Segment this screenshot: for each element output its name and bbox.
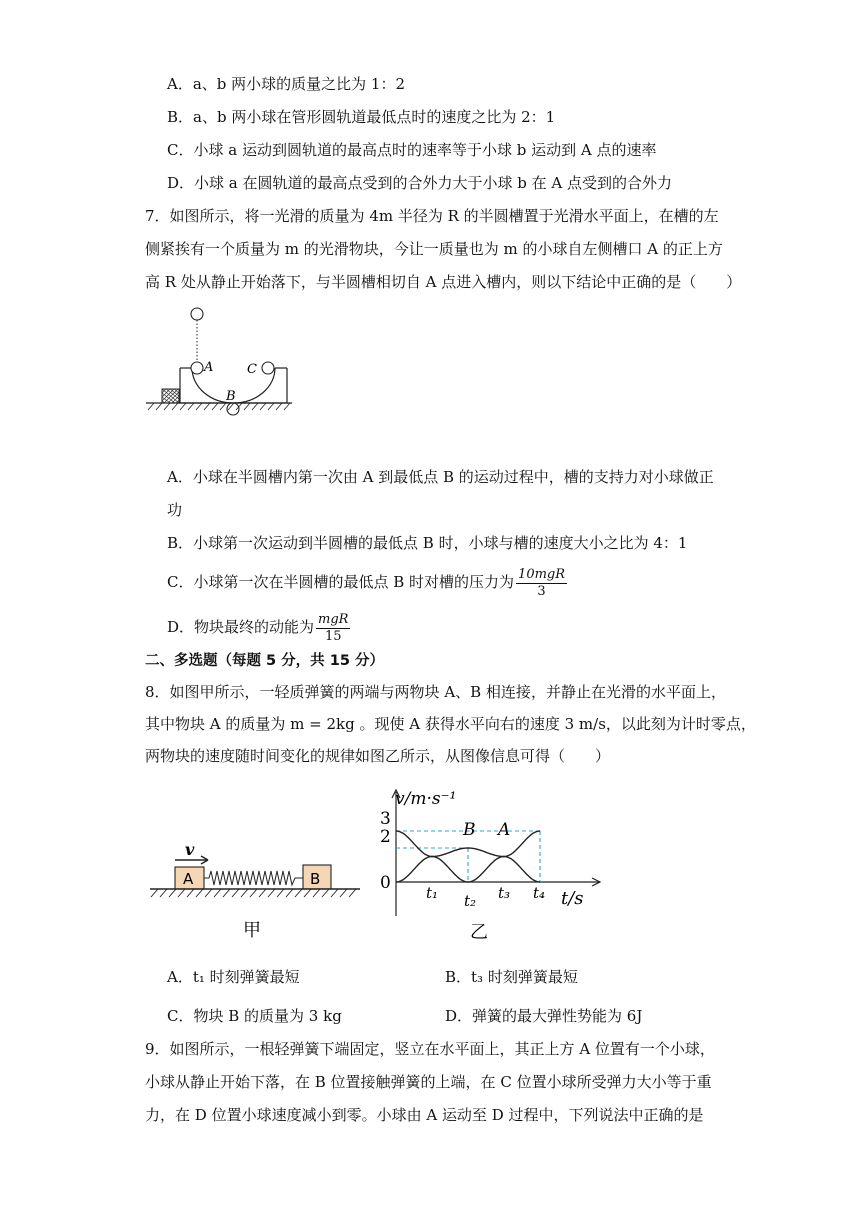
- x-axis-label: t/s: [561, 888, 584, 909]
- q8-figure-velocity-time-graph: [365, 784, 625, 944]
- x-tick-t3: t₃: [498, 884, 511, 902]
- q8-stem-line3: 两物块的速度随时间变化的规律如图乙所示，从图像信息可得（ ）: [145, 747, 611, 765]
- y-tick-0: 0: [380, 873, 391, 893]
- q6-option-d: D．小球 a 在圆轨道的最高点受到的合外力大于小球 b 在 A 点受到的合外力: [167, 174, 673, 192]
- q7-option-c-denominator: 3: [537, 583, 546, 599]
- x-tick-t1: t₁: [426, 884, 439, 902]
- q7-option-c-text: C．小球第一次在半圆槽的最低点 B 时对槽的压力为: [167, 573, 515, 591]
- q7-option-c-fraction: [516, 567, 567, 600]
- q7-label-c: C: [247, 362, 257, 377]
- q8-block-b-label: B: [310, 870, 321, 888]
- q6-option-a: A．a、b 两小球的质量之比为 1：2: [167, 75, 406, 93]
- q8-option-c: C．物块 B 的质量为 3 kg: [167, 1007, 342, 1025]
- curve-a-label: A: [498, 820, 511, 840]
- q7-label-b: B: [226, 389, 236, 404]
- q8-figure-spring-blocks: [145, 835, 370, 945]
- q8-block-a-label: A: [183, 870, 194, 888]
- q6-option-b: B．a、b 两小球在管形圆轨道最低点时的速度之比为 2：1: [167, 108, 556, 126]
- spring-icon: [204, 871, 303, 885]
- q8-caption-jia: 甲: [243, 920, 261, 941]
- q7-option-d-numerator: mgR: [318, 611, 349, 627]
- q8-caption-yi: 乙: [470, 922, 488, 943]
- q7-option-b: B．小球第一次运动到半圆槽的最低点 B 时，小球与槽的速度大小之比为 4：1: [167, 534, 688, 552]
- y-tick-3: 3: [380, 809, 391, 829]
- q8-stem-line1: 8．如图甲所示，一轻质弹簧的两端与两物块 A、B 相连接，并静止在光滑的水平面上，: [145, 683, 726, 701]
- q9-stem-line2: 小球从静止开始下落，在 B 位置接触弹簧的上端，在 C 位置小球所受弹力大小等于重: [145, 1073, 712, 1091]
- q7-stem-line2: 侧紧挨有一个质量为 m 的光滑物块，今让一质量也为 m 的小球自左侧槽口 A 的正上方: [145, 240, 723, 258]
- q9-stem-line3: 力，在 D 位置小球速度减小到零。小球由 A 运动至 D 过程中，下列说法中正确的是: [145, 1106, 704, 1124]
- q7-option-c: [167, 564, 567, 600]
- q7-stem-line3: 高 R 处从静止开始落下，与半圆槽相切自 A 点进入槽内，则以下结论中正确的是（ ）: [145, 273, 742, 291]
- q7-option-d: [167, 609, 350, 645]
- q8-velocity-label: v: [185, 840, 195, 859]
- q7-option-a-line1: A．小球在半圆槽内第一次由 A 到最低点 B 的运动过程中，槽的支持力对小球做正: [167, 468, 714, 486]
- q7-option-d-denominator: 15: [324, 628, 342, 644]
- q8-stem-line2: 其中物块 A 的质量为 m = 2kg 。现使 A 获得水平向右的速度 3 m/s，以此刻为计时零点，: [145, 715, 756, 733]
- q7-option-d-fraction: [316, 612, 350, 645]
- q8-option-b: B．t₃ 时刻弹簧最短: [445, 968, 578, 986]
- q6-option-c: C．小球 a 运动到圆轨道的最高点时的速率等于小球 b 运动到 A 点的速率: [167, 141, 657, 159]
- section-heading-multiple-choice: 二、多选题（每题 5 分，共 15 分）: [145, 653, 384, 669]
- q7-figure-semicircle-trough: [140, 300, 300, 440]
- q9-stem-line1: 9．如图所示，一根轻弹簧下端固定，竖立在水平面上，其正上方 A 位置有一个小球，: [145, 1040, 715, 1058]
- q7-option-a-line2: 功: [167, 501, 183, 519]
- x-tick-t4: t₄: [533, 884, 546, 902]
- curve-b-label: B: [463, 820, 476, 840]
- y-tick-2: 2: [380, 827, 391, 847]
- q8-option-a: A．t₁ 时刻弹簧最短: [167, 968, 300, 986]
- q7-label-a: A: [204, 360, 214, 375]
- y-axis-label: v/m·s⁻¹: [395, 789, 457, 809]
- q7-option-c-numerator: 10mgR: [518, 566, 566, 582]
- x-tick-t2: t₂: [464, 892, 477, 910]
- q7-option-d-text: D．物块最终的动能为: [167, 618, 315, 636]
- q8-option-d: D．弹簧的最大弹性势能为 6J: [445, 1007, 643, 1025]
- q7-stem-line1: 7．如图所示，将一光滑的质量为 4m 半径为 R 的半圆槽置于光滑水平面上，在槽的左: [145, 207, 719, 225]
